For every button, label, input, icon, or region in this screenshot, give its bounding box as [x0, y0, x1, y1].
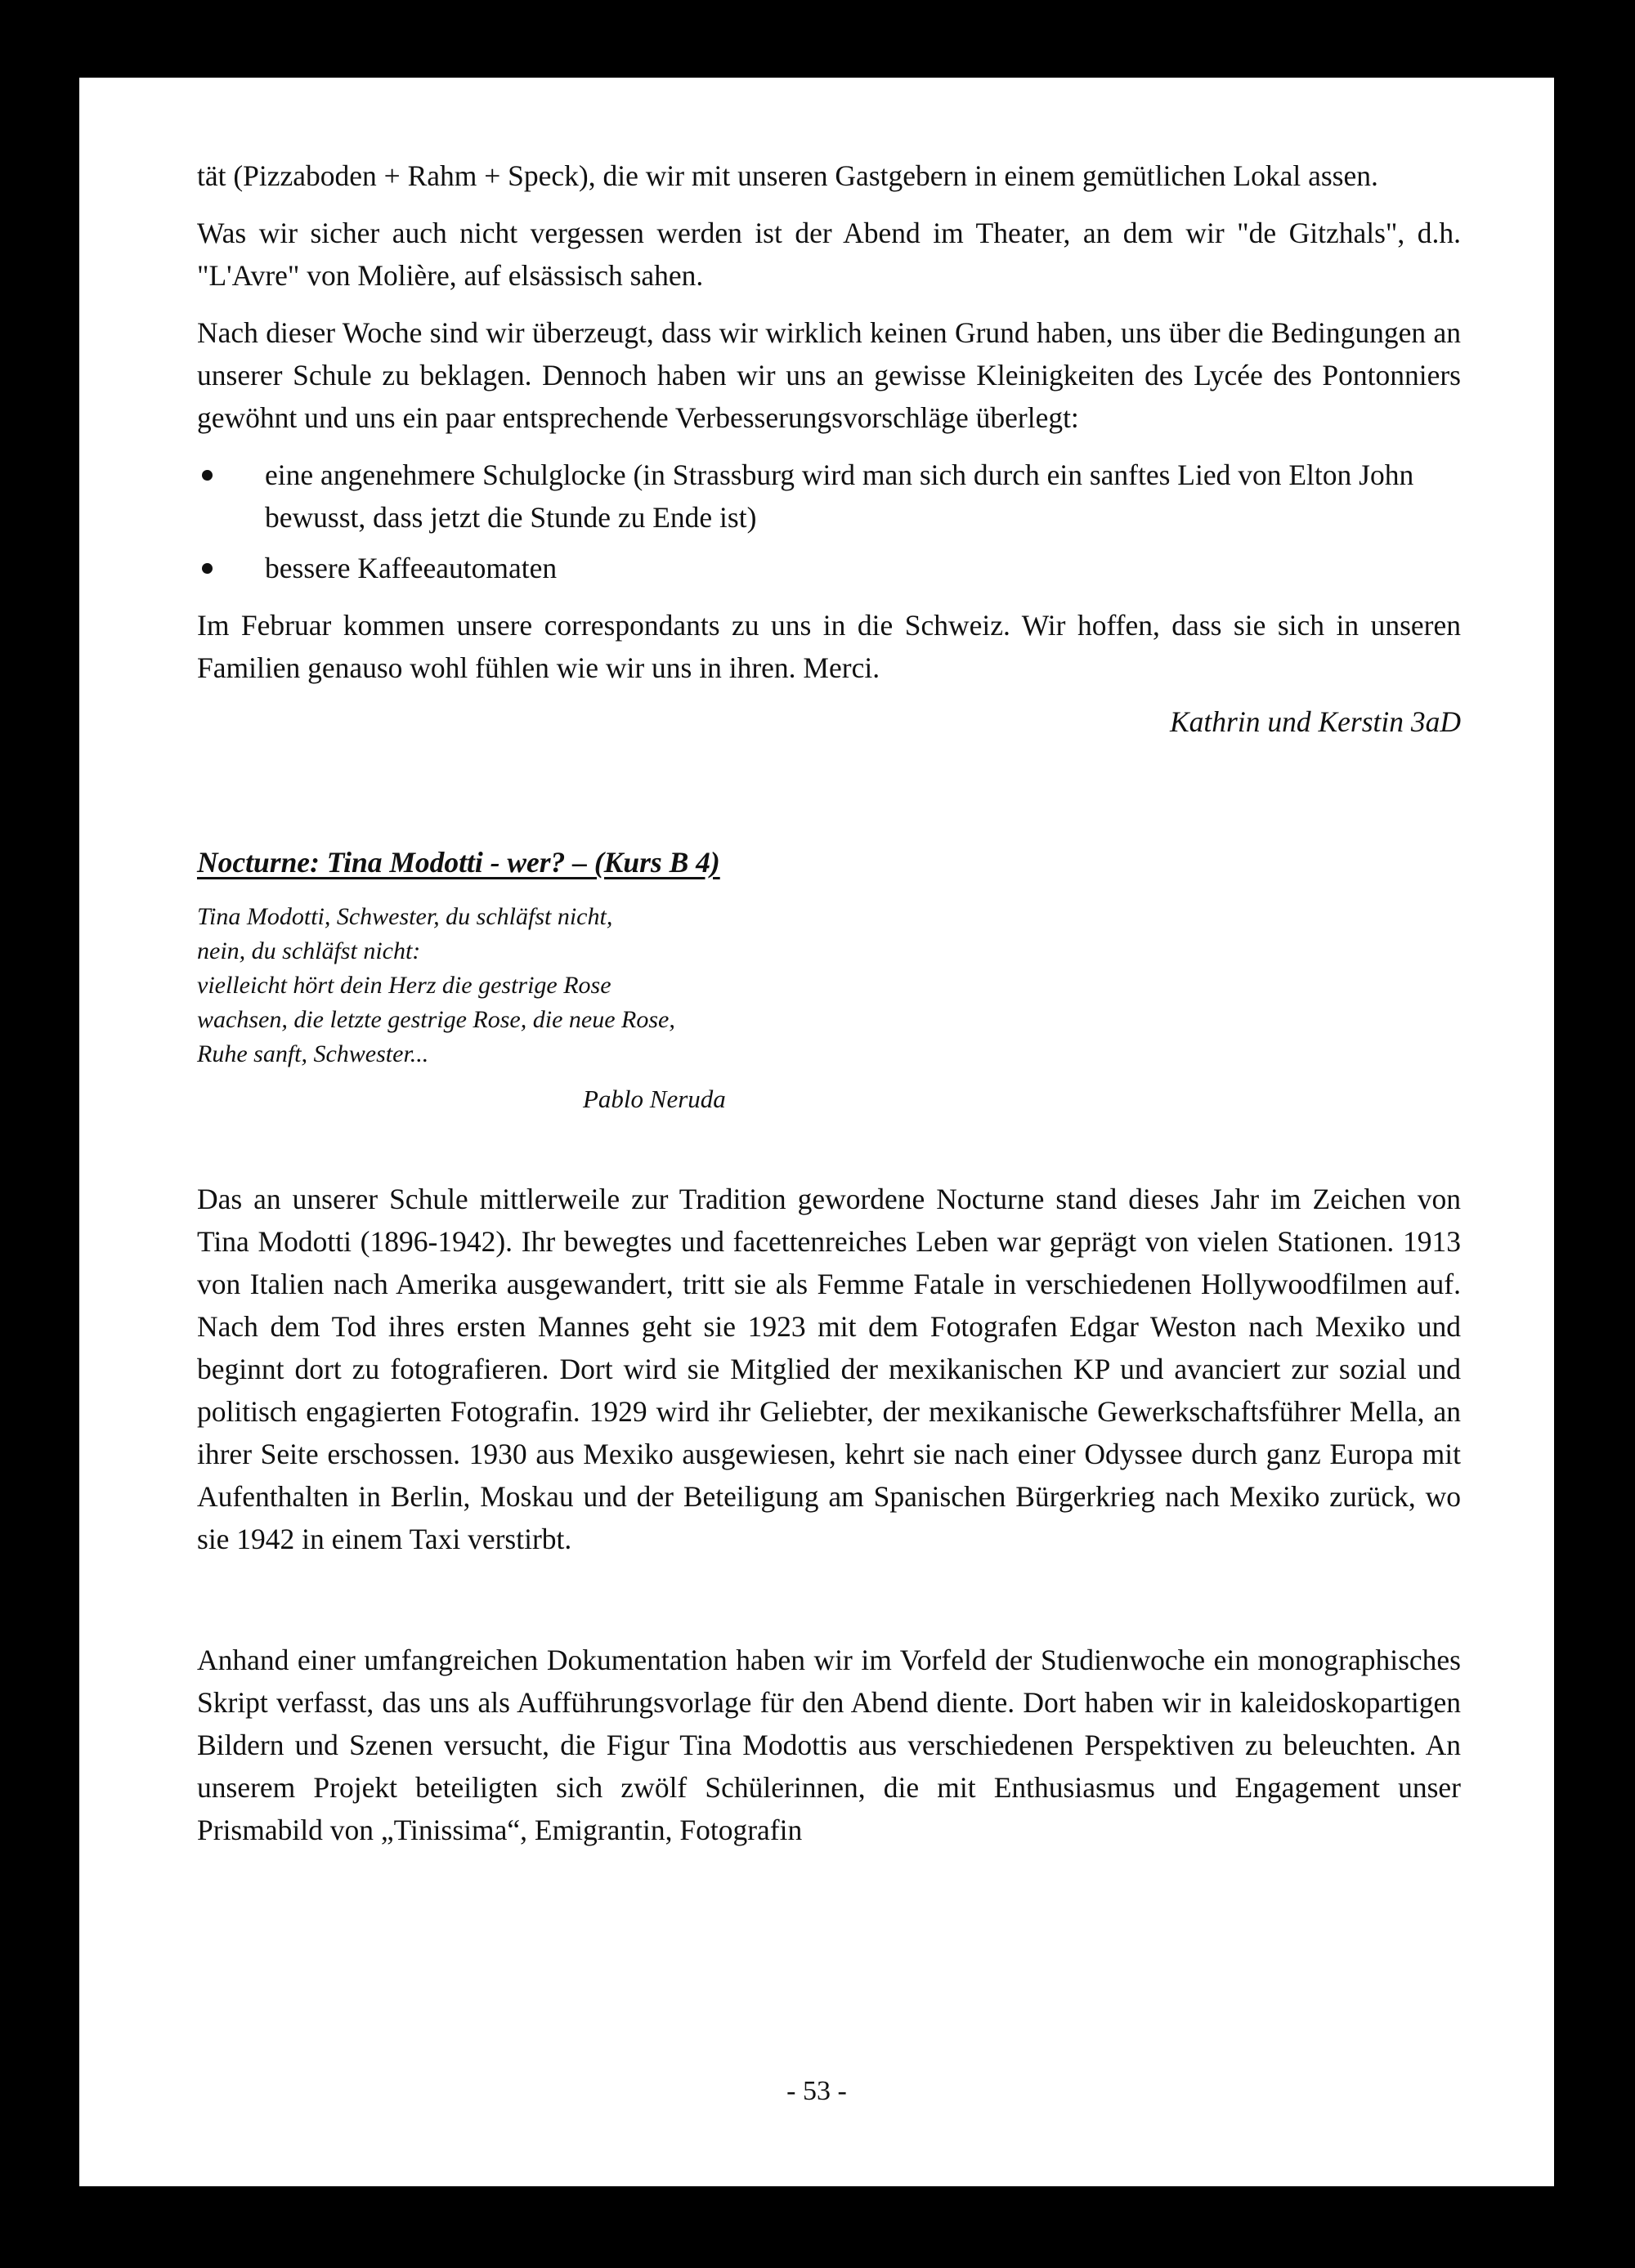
document-page	[79, 78, 1554, 2186]
poem-line: wachsen, die letzte gestrige Rose, die neue Rose,	[197, 1006, 675, 1033]
list-item	[197, 454, 1461, 539]
page-content	[197, 154, 1461, 1851]
page-number: - 53 -	[786, 2076, 847, 2106]
poem-quote	[197, 900, 1461, 1071]
list-item	[197, 547, 1461, 589]
bullet-icon	[202, 563, 213, 574]
paragraph-conclusion: Nach dieser Woche sind wir überzeugt, dass wir wirklich keinen Grund haben, uns über die Bedingungen an unserer Schule zu beklagen. Dennoch haben wir uns an gewisse Kleinigkeiten des Lycée des Pontonniers gewöhnt und uns ein paar entsprechende Verbesserungsvorschläge überlegt:	[197, 316, 1461, 434]
list-item-text: eine angenehmere Schulglocke (in Strassburg wird man sich durch ein sanftes Lied von Elton John bewusst, dass jetzt die Stunde zu Ende ist)	[265, 459, 1414, 534]
bullet-icon	[202, 470, 213, 481]
poem-line: nein, du schläfst nicht:	[197, 937, 421, 964]
paragraph-biography: Das an unserer Schule mittlerweile zur Tradition gewordene Nocturne stand dieses Jahr im Zeichen von Tina Modotti (1896-1942). Ihr bewegtes und facettenreiches Leben war geprägt von vielen Stationen. 1913 von Italien nach Amerika ausgewandert, tritt sie als Femme Fatale in verschiedenen Hollywoodfilmen auf. Nach dem Tod ihres ersten Mannes geht sie 1923 mit dem Fotografen Edgar Weston nach Mexiko und beginnt dort zu fotografieren. Dort wird sie Mitglied der mexikanischen KP und avanciert zur sozial und politisch engagierten Fotografin. 1929 wird ihr Geliebter, der mexikanische Gewerkschaftsführer Mella, an ihrer Seite erschossen. 1930 aus Mexiko ausgewiesen, kehrt sie nach einer Odyssee durch ganz Europa mit Aufenthalten in Berlin, Moskau und der Beteiligung am Spanischen Bürgerkrieg nach Mexiko zurück, wo sie 1942 in einem Taxi verstirbt.	[197, 1183, 1461, 1555]
suggestion-list	[197, 454, 1461, 589]
paragraph-february: Im Februar kommen unsere correspondants zu uns in die Schweiz. Wir hoffen, dass sie sich in unseren Familien genauso wohl fühlen wie wir uns in ihren. Merci.	[197, 609, 1461, 684]
poem-line: vielleicht hört dein Herz die gestrige Rose	[197, 972, 611, 999]
poem-line: Ruhe sanft, Schwester...	[197, 1040, 429, 1067]
section-heading: Nocturne: Tina Modotti - wer? – (Kurs B 4)	[197, 846, 720, 879]
poem-line: Tina Modotti, Schwester, du schläfst nicht,	[197, 903, 613, 930]
paragraph-project: Anhand einer umfangreichen Dokumentation haben wir im Vorfeld der Studienwoche ein monographisches Skript verfasst, das uns als Aufführungsvorlage für den Abend diente. Dort haben wir in kaleidoskopartigen Bildern und Szenen versucht, die Figur Tina Modottis aus verschiedenen Perspektiven zu beleuchten. An unserem Projekt beteiligten sich zwölf Schülerinnen, die mit Enthusiasmus und Engagement unser Prismabild von „Tinissima“, Emigrantin, Fotografin	[197, 1644, 1461, 1846]
paragraph-intro: tät (Pizzaboden + Rahm + Speck), die wir mit unseren Gastgebern in einem gemütlichen Lokal assen.	[197, 159, 1378, 192]
list-item-text: bessere Kaffeeautomaten	[265, 552, 558, 584]
author-signature: Kathrin und Kerstin 3aD	[1169, 705, 1461, 738]
poem-author: Pablo Neruda	[583, 1085, 726, 1113]
paragraph-theater: Was wir sicher auch nicht vergessen werden ist der Abend im Theater, an dem wir "de Gitzhals", d.h. "L'Avre" von Molière, auf elsässisch sahen.	[197, 217, 1461, 292]
